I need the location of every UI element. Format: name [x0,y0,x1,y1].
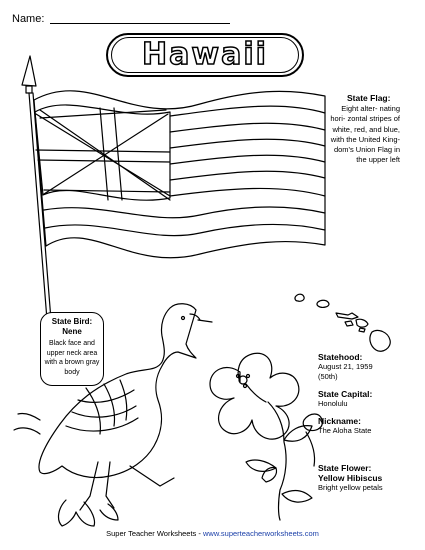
bird-heading: State Bird: [51,317,93,326]
flower-heading: State Flower: [318,463,372,473]
name-label: Name: [12,13,45,25]
fact-flower [318,463,383,493]
flag-heading: State Flag: [347,93,391,103]
bird-name: Nene [62,326,82,336]
footer-link[interactable]: www.superteacherworksheets.com [202,529,319,538]
statehood-order: (50th) [318,371,338,381]
hawaii-flag-icon [34,91,325,258]
footer [0,529,425,538]
statehood-heading: Statehood: [318,352,363,362]
footer-text: Super Teacher Worksheets - [106,529,203,538]
flagpole-icon [22,56,51,320]
capital-heading: State Capital: [318,389,373,399]
fact-nickname [318,416,371,436]
nickname-heading: Nickname: [318,416,361,426]
page-title: Hawaii [142,37,268,72]
capital-value: Honolulu [318,399,348,408]
statehood-date: August 21, 1959 [318,362,373,371]
flower-description: Bright yellow petals [318,483,383,492]
fact-capital [318,389,372,409]
nickname-value: The Aloha State [318,426,372,435]
hawaiian-islands-icon [295,294,390,351]
bird-callout [40,312,104,386]
flower-name: Yellow Hibiscus [318,473,383,483]
bird-description: Black face and upper neck area with a brown gray body [44,340,100,376]
fact-statehood [318,352,373,381]
hibiscus-flower-icon [210,353,322,520]
flag-description: Eight alter- nating hori- zontal stripes of white, red, and blue, with the United King- dom's Union Flag in the upper left [330,104,400,165]
